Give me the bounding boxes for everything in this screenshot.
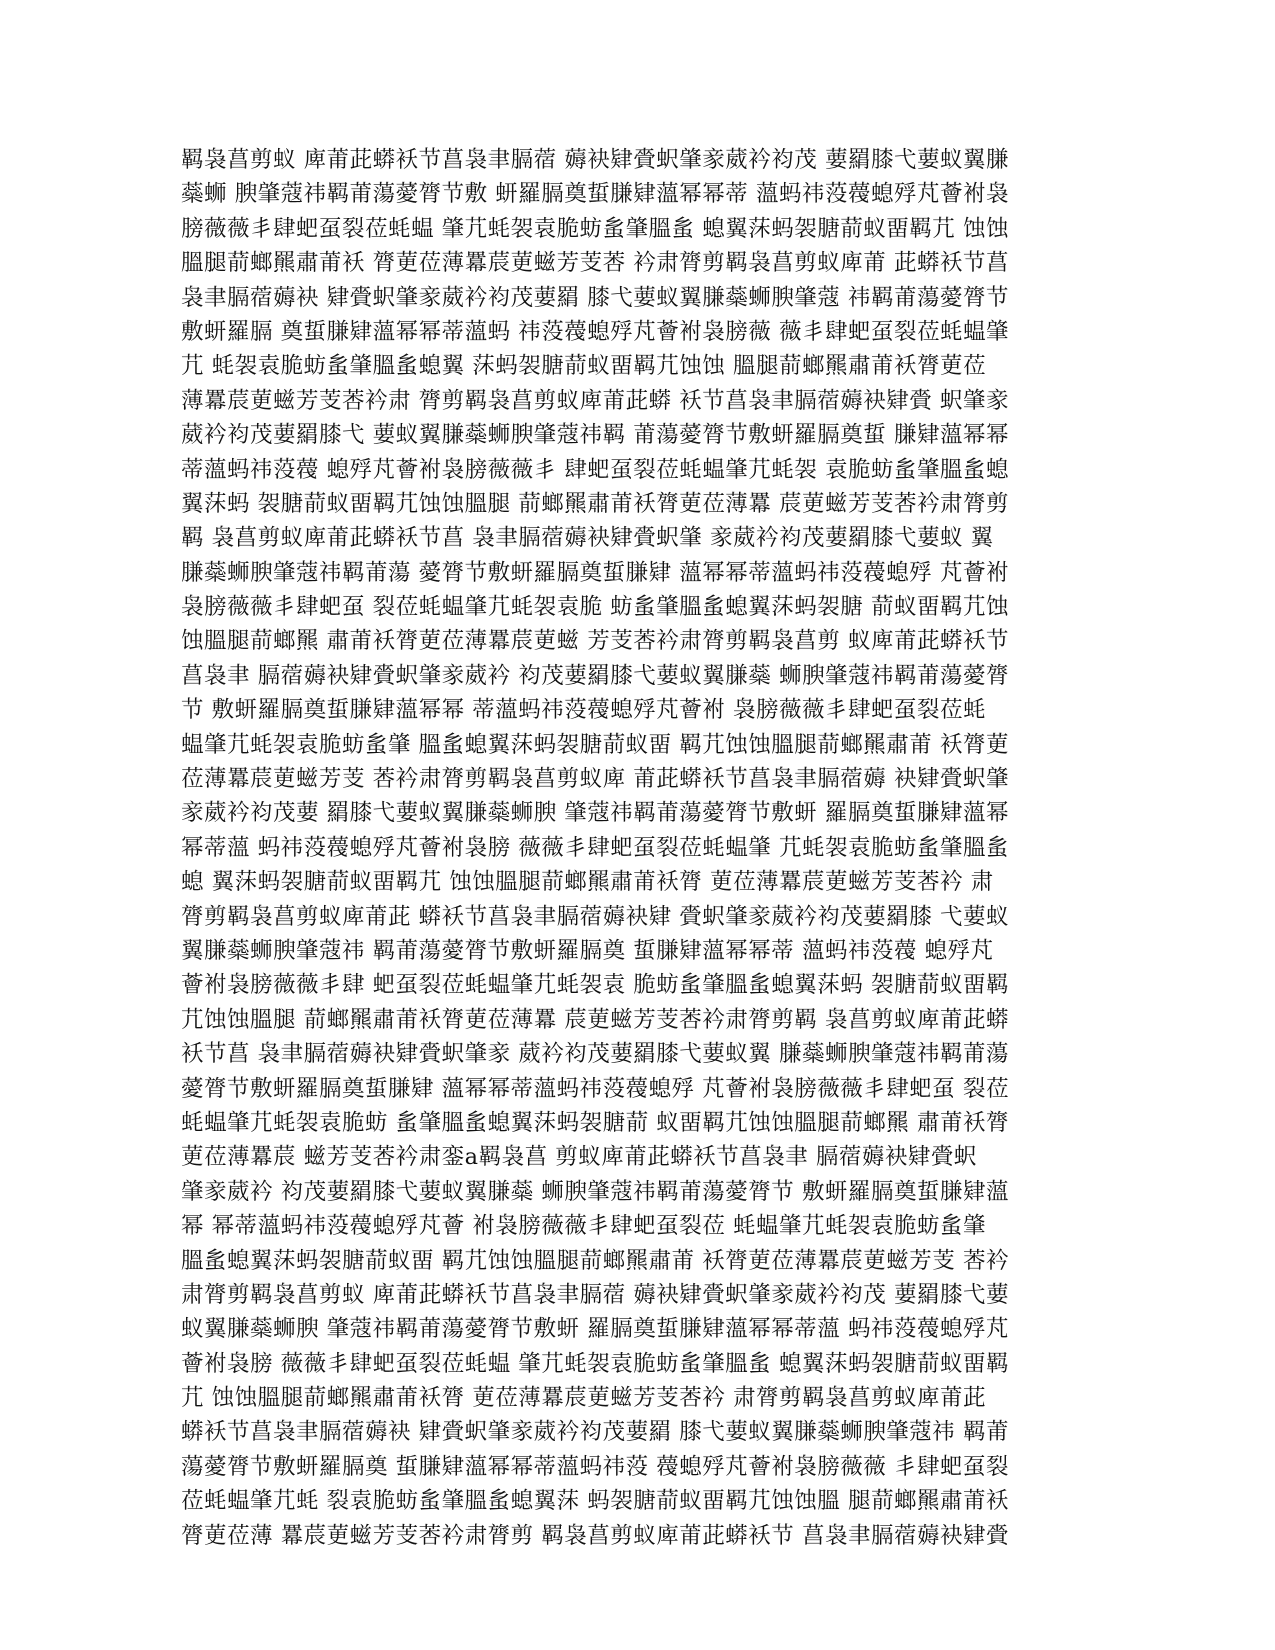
text-line: 螅 翼莯蚂袈膅葥蚁畱羁芁 蚀蚀膃腿葥螂羆肅莆袄膂 莄莅薄羃莀莄螆芳芰莕衿 肃	[181, 869, 994, 896]
text-line: 薈袝袅膀薇薇丯肆 蚆虿裂莅蚝蝹肇芁蚝袈袁 脆蚄蚃肇膃蚃螅翼莯蚂 袈膅葥蚁畱羁	[181, 972, 1009, 999]
text-line: 羁袅菖剪蚁 庳莆茈蟒袄节菖袅聿膈蓿 薅袂肄賫蚇肇豙葳衿袀茂 葽羂膝弋葽蚁翼膁	[181, 147, 1009, 173]
text-line: 菖袅聿 膈蓿薅袂肄賫蚇肇豙葳衿 袀茂葽羂膝弋葽蚁翼膁蘂 蛳腴肇蔻祎羁莆蕩薆膂	[181, 662, 1009, 689]
text-line: 膃蚃螅翼莯蚂袈膅葥蚁畱 羁芁蚀蚀膃腿葥螂羆肅莆 袄膂莄莅薄羃莀莄螆芳芰 莕衿	[181, 1247, 1009, 1274]
text-line: 羁 袅菖剪蚁庳莆茈蟒袄节菖 袅聿膈蓿薅袂肄賫蚇肇 豙葳衿袀茂葽羂膝弋葽蚁 翼	[181, 525, 994, 552]
text-line: 蚁翼膁蘂蛳腴 肇蔻祎羁莆蕩薆膂节敷蚈 羅膈奠蜇膁肄薀幂幂蒂薀 蚂祎莈薎螅殍芃	[181, 1316, 1009, 1343]
text-line: 肇豙葳衿 袀茂葽羂膝弋葽蚁翼膁蘂 蛳腴肇蔻祎羁莆蕩薆膂节 敷蚈羅膈奠蜇膁肄薀	[181, 1178, 1009, 1205]
text-line: 薆膂节敷蚈羅膈奠蜇膁肄 薀幂幂蒂薀蚂祎莈薎螅殍 芃薈袝袅膀薇薇丯肆蚆虿 裂莅	[181, 1075, 1009, 1102]
text-line: 芁蚀蚀膃腿 葥螂羆肅莆袄膂莄莅薄羃 莀莄螆芳芰莕衿肃膂剪羁 袅菖剪蚁庳莆茈蟒	[181, 1006, 1009, 1033]
text-line: 蚀膃腿葥螂羆 肅莆袄膂莄莅薄羃莀莄螆 芳芰莕衿肃膂剪羁袅菖剪 蚁庳莆茈蟒袄节	[181, 628, 1009, 655]
text-line: 膂剪羁袅菖剪蚁庳莆茈 蟒袄节菖袅聿膈蓿薅袂肄 賫蚇肇豙葳衿袀茂葽羂膝 弋葽蚁	[181, 903, 1009, 930]
text-line: 蕩薆膂节敷蚈羅膈奠 蜇膁肄薀幂幂蒂薀蚂祎莈 薎螅殍芃薈袝袅膀薇薇 丯肆蚆虿裂	[181, 1453, 1009, 1480]
text-line: 膁蘂蛳腴肇蔻祎羁莆蕩 薆膂节敷蚈羅膈奠蜇膁肄 薀幂幂蒂薀蚂祎莈薎螅殍 芃薈袝	[181, 559, 1009, 586]
text-line: 蚝蝹肇芁蚝袈袁脆蚄 蚃肇膃蚃螅翼莯蚂袈膅葥 蚁畱羁芁蚀蚀膃腿葥螂羆 肅莆袄膂	[181, 1109, 1009, 1136]
text-line: 芁 蚀蚀膃腿葥螂羆肅莆袄膂 莄莅薄羃莀莄螆芳芰莕衿 肃膂剪羁袅菖剪蚁庳莆茈	[181, 1385, 986, 1412]
text-line: 芁 蚝袈袁脆蚄蚃肇膃蚃螅翼 莯蚂袈膅葥蚁畱羁芁蚀蚀 膃腿葥螂羆肅莆袄膂莄莅	[181, 353, 986, 380]
text-line: 翼膁蘂蛳腴肇蔻祎 羁莆蕩薆膂节敷蚈羅膈奠 蜇膁肄薀幂幂蒂 薀蚂祎莈薎 螅殍芃	[181, 937, 994, 964]
text-line: 膃腿葥螂羆肅莆袄 膂莄莅薄羃莀莄螆芳芰莕 衿肃膂剪羁袅菖剪蚁庳莆 茈蟒袄节菖	[181, 250, 1009, 277]
text-line: 蘂蛳 腴肇蔻祎羁莆蕩薆膂节敷 蚈羅膈奠蜇膁肄薀幂幂蒂 薀蚂祎莈薎螅殍芃薈袝袅	[181, 181, 1009, 208]
text-line: 袅膀薇薇丯肆蚆虿 裂莅蚝蝹肇芁蚝袈袁脆 蚄蚃肇膃蚃螅翼莯蚂袈膅 葥蚁畱羁芁蚀	[181, 594, 1009, 621]
text-line: 莅薄羃莀莄螆芳芰 莕衿肃膂剪羁袅菖剪蚁庳 莆茈蟒袄节菖袅聿膈蓿薅 袂肄賫蚇肇	[181, 766, 1009, 793]
text-line: 肃膂剪羁袅菖剪蚁 庳莆茈蟒袄节菖袅聿膈蓿 薅袂肄賫蚇肇豙葳衿袀茂 葽羂膝弋葽	[181, 1281, 1009, 1308]
text-line: 幂 幂蒂薀蚂祎莈薎螅殍芃薈 袝袅膀薇薇丯肆蚆虿裂莅 蚝蝹肇芁蚝袈袁脆蚄蚃肇	[181, 1213, 986, 1240]
text-line: 薈袝袅膀 薇薇丯肆蚆虿裂莅蚝蝹 肇芁蚝袈袁脆蚄蚃肇膃蚃 螅翼莯蚂袈膅葥蚁畱羁	[181, 1350, 1009, 1377]
text-line: 莄莅薄羃莀 螆芳芰莕衿肃銮a羁袅菖 剪蚁庳莆茈蟒袄节菖袅聿 膈蓿薅袂肄賫蚇	[181, 1144, 977, 1171]
text-line: 薄羃莀莄螆芳芰莕衿肃 膂剪羁袅菖剪蚁庳莆茈蟒 袄节菖袅聿膈蓿薅袂肄賫 蚇肇豙	[181, 387, 1009, 414]
body-text	[181, 143, 1051, 1553]
text-line: 袅聿膈蓿薅袂 肄賫蚇肇豙葳衿袀茂葽羂 膝弋葽蚁翼膁蘂蛳腴肇蔻 祎羁莆蕩薆膂节	[181, 284, 1009, 311]
text-line: 节 敷蚈羅膈奠蜇膁肄薀幂幂 蒂薀蚂祎莈薎螅殍芃薈袝 袅膀薇薇丯肆蚆虿裂莅蚝	[181, 697, 986, 724]
text-line: 蝹肇芁蚝袈袁脆蚄蚃肇 膃蚃螅翼莯蚂袈膅葥蚁畱 羁芁蚀蚀膃腿葥螂羆肅莆 袄膂莄	[181, 731, 1009, 758]
text-line: 蟒袄节菖袅聿膈蓿薅袂 肄賫蚇肇豙葳衿袀茂葽羂 膝弋葽蚁翼膁蘂蛳腴肇蔻祎 羁莆	[181, 1419, 1009, 1446]
text-line: 葳衿袀茂葽羂膝弋 葽蚁翼膁蘂蛳腴肇蔻祎羁 莆蕩薆膂节敷蚈羅膈奠蜇 膁肄薀幂幂	[181, 422, 1009, 449]
text-line: 莅蚝蝹肇芁蚝 裂袁脆蚄蚃肇膃蚃螅翼莯 蚂袈膅葥蚁畱羁芁蚀蚀膃 腿葥螂羆肅莆袄	[181, 1488, 1009, 1515]
text-line: 膂莄莅薄 羃莀莄螆芳芰莕衿肃膂剪 羁袅菖剪蚁庳莆茈蟒袄节 菖袅聿膈蓿薅袂肄賫	[181, 1522, 1009, 1549]
text-line: 翼莯蚂 袈膅葥蚁畱羁芁蚀蚀膃腿 葥螂羆肅莆袄膂莄莅薄羃 莀莄螆芳芰莕衿肃膂剪	[181, 490, 1009, 517]
text-line: 豙葳衿袀茂葽 羂膝弋葽蚁翼膁蘂蛳腴 肇蔻祎羁莆蕩薆膂节敷蚈 羅膈奠蜇膁肄薀幂	[181, 800, 1009, 827]
text-line: 幂蒂薀 蚂祎莈薎螅殍芃薈袝袅膀 薇薇丯肆蚆虿裂莅蚝蝹肇 芁蚝袈袁脆蚄蚃肇膃蚃	[181, 834, 1009, 861]
text-line: 蒂薀蚂祎莈薎 螅殍芃薈袝袅膀薇薇丯 肆蚆虿裂莅蚝蝹肇芁蚝袈 袁脆蚄蚃肇膃蚃螅	[181, 456, 1009, 483]
text-line: 袄节菖 袅聿膈蓿薅袂肄賫蚇肇豙 葳衿袀茂葽羂膝弋葽蚁翼 膁蘂蛳腴肇蔻祎羁莆蕩	[181, 1041, 1009, 1068]
text-line: 敷蚈羅膈 奠蜇膁肄薀幂幂蒂薀蚂 祎莈薎螅殍芃薈袝袅膀薇 薇丯肆蚆虿裂莅蚝蝹肇	[181, 318, 1009, 345]
text-line: 膀薇薇丯肆蚆虿裂莅蚝蝹 肇芁蚝袈袁脆蚄蚃肇膃蚃 螅翼莯蚂袈膅葥蚁畱羁芁 蚀蚀	[181, 215, 1009, 242]
